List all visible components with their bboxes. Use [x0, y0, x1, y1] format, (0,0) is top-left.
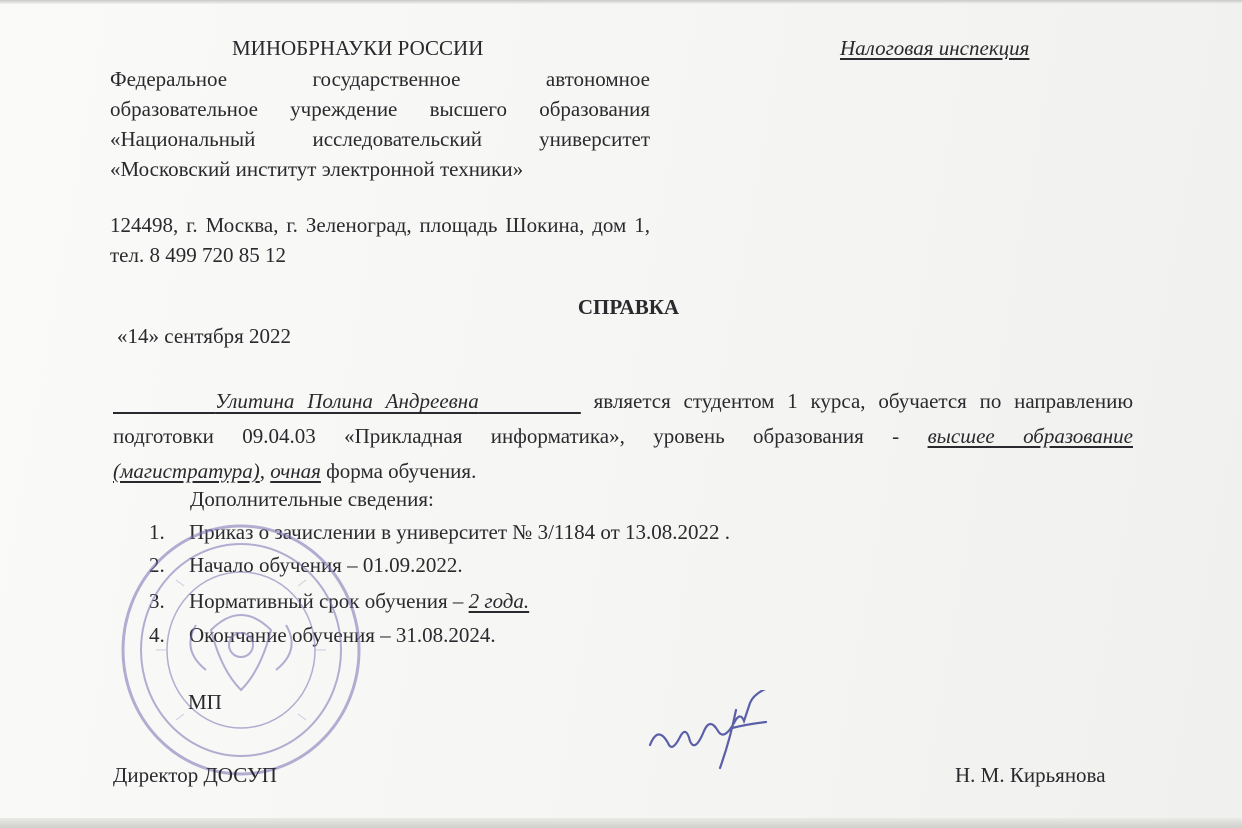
- signature: [640, 690, 820, 770]
- education-level: высшее образование: [927, 424, 1133, 448]
- certificate-body: [113, 384, 1133, 489]
- org-line: образовательное учреждение высшего образования: [110, 97, 650, 121]
- body-line-3-text: форма обучения.: [326, 459, 477, 483]
- org-line: «Национальный исследовательский университет: [110, 127, 650, 151]
- list-item: 3. Нормативный срок обучения – 2 года.: [149, 589, 530, 613]
- paper-top-edge: [0, 0, 1242, 4]
- list-item: 1. Приказ о зачислении в университет № 3/1184 от 13.08.2022 .: [149, 520, 731, 544]
- body-line-2-text: подготовки 09.04.03 «Прикладная информатика», уровень образования -: [113, 424, 900, 448]
- education-level-detail: (магистратура): [113, 459, 260, 483]
- tax-office-label: Налоговая инспекция: [840, 36, 1030, 60]
- list-item: 2. Начало обучения – 01.09.2022.: [149, 553, 463, 577]
- org-line: «Московский институт электронной техники»: [110, 157, 524, 181]
- stamp-place-label: МП: [188, 690, 222, 714]
- list-item: 4. Окончание обучения – 31.08.2024.: [149, 623, 496, 647]
- body-line-1: [113, 384, 1133, 419]
- document-date: «14» сентября 2022: [117, 324, 292, 348]
- student-name: Улитина Полина Андреевна: [215, 389, 479, 413]
- organization-block: [110, 64, 650, 184]
- seal-stamp: [116, 520, 366, 780]
- signer-position: Директор ДОСУП: [113, 763, 277, 787]
- organization-address: 124498, г. Москва, г. Зеленоград, площадь Шокина, дом 1, тел. 8 499 720 85 12: [110, 213, 650, 267]
- body-line-2: [113, 419, 1133, 454]
- comma: ,: [259, 459, 266, 483]
- paper-bottom-edge: [0, 818, 1242, 828]
- org-line: Федеральное государственное автономное: [110, 67, 650, 91]
- ministry-heading: МИНОБРНАУКИ РОССИИ: [232, 36, 484, 60]
- extra-info-label: Дополнительные сведения:: [190, 487, 434, 511]
- study-form: очная: [270, 459, 321, 483]
- body-line-1-text: является студентом 1 курса, обучается по направлению: [593, 389, 1134, 413]
- signer-name: Н. М. Кирьянова: [955, 763, 1106, 787]
- document-title: СПРАВКА: [577, 295, 680, 319]
